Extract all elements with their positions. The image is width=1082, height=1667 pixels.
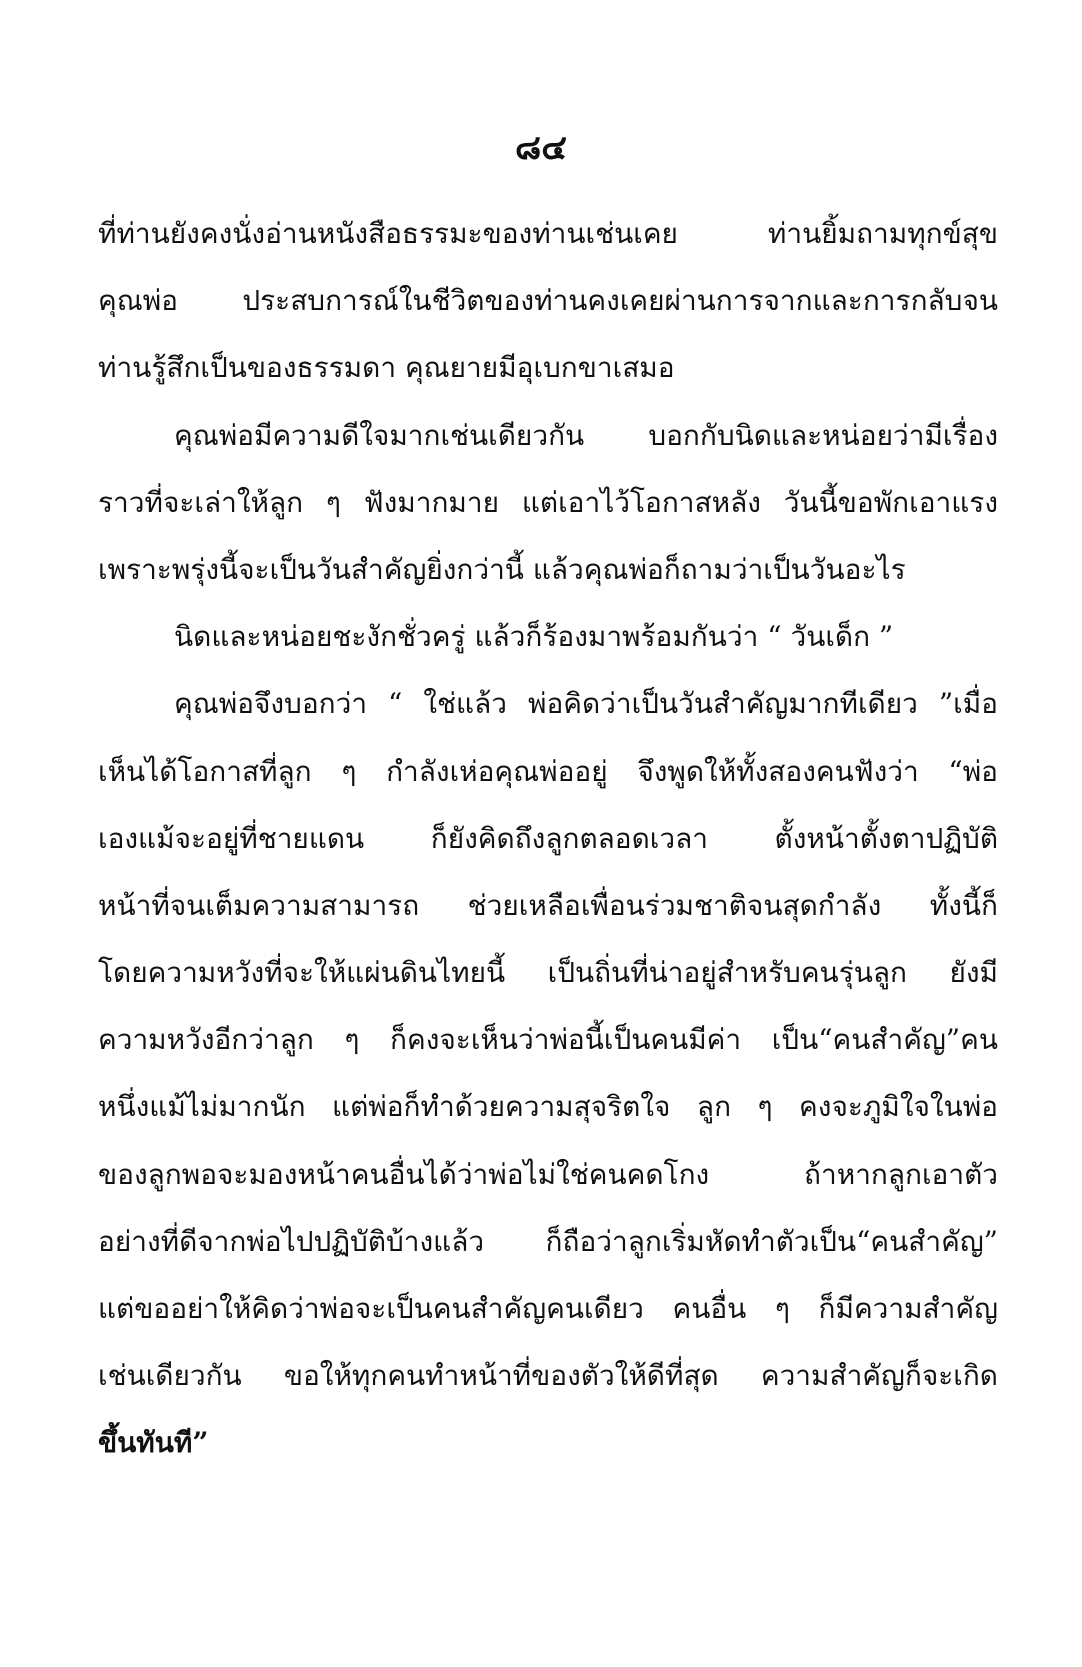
- text-line: ขึ้นทันที”: [98, 1426, 209, 1460]
- text-line: แต่ขออย่าให้คิดว่าพ่อจะเป็นคนสำคัญคนเดียว คนอื่น ๆ ก็มีความสำคัญ: [98, 1292, 998, 1325]
- text-line: ความหวังอีกว่าลูก ๆ ก็คงจะเห็นว่าพ่อนี้เป็นคนมีค่า เป็น“คนสำคัญ”คน: [98, 1023, 998, 1057]
- text-line: หน้าที่จนเต็มความสามารถ ช่วยเหลือเพื่อนร่วมชาติจนสุดกำลัง ทั้งนี้ก็: [98, 888, 998, 922]
- text-line: เองแม้จะอยู่ที่ชายแดน ก็ยังคิดถึงลูกตลอดเวลา ตั้งหน้าตั้งตาปฏิบัติ: [98, 821, 998, 855]
- text-line: คุณพ่อ ประสบการณ์ในชีวิตของท่านคงเคยผ่านการจากและการกลับจน: [98, 284, 998, 318]
- text-line: ท่านรู้สึกเป็นของธรรมดา คุณยายมีอุเบกขาเสมอ: [98, 351, 675, 385]
- text-line: เห็นได้โอกาสที่ลูก ๆ กำลังเห่อคุณพ่ออยู่ จึงพูดให้ทั้งสองคนฟังว่า “พ่อ: [98, 754, 998, 788]
- text-line: หนึ่งแม้ไม่มากนัก แต่พ่อก็ทำด้วยความสุจริตใจ ลูก ๆ คงจะภูมิใจในพ่อ: [98, 1090, 998, 1124]
- text-line: เพราะพรุ่งนี้จะเป็นวันสำคัญยิ่งกว่านี้ แล้วคุณพ่อก็ถามว่าเป็นวันอะไร: [98, 552, 906, 586]
- paragraph-first-line: คุณพ่อจึงบอกว่า “ ใช่แล้ว พ่อคิดว่าเป็นวันสำคัญมากทีเดียว ”เมื่อ: [174, 687, 998, 721]
- text-line: เช่นเดียวกัน ขอให้ทุกคนทำหน้าที่ของตัวให้ดีที่สุด ความสำคัญก็จะเกิด: [98, 1359, 998, 1393]
- text-line: ของลูกพอจะมองหน้าคนอื่นได้ว่าพ่อไม่ใช่คนคดโกง ถ้าหากลูกเอาตัว: [98, 1157, 998, 1191]
- page-number: ๘๔: [515, 128, 567, 168]
- text-line: ราวที่จะเล่าให้ลูก ๆ ฟังมากมาย แต่เอาไว้โอกาสหลัง วันนี้ขอพักเอาแรง: [98, 485, 998, 519]
- text-line: โดยความหวังที่จะให้แผ่นดินไทยนี้ เป็นถิ่นที่น่าอยู่สำหรับคนรุ่นลูก ยังมี: [98, 956, 998, 990]
- text-line: ที่ท่านยังคงนั่งอ่านหนังสือธรรมะของท่านเช่นเคย ท่านยิ้มถามทุกข์สุข: [98, 217, 998, 250]
- body-text: [98, 200, 998, 1477]
- paragraph-first-line: นิดและหน่อยชะงักชั่วครู่ แล้วก็ร้องมาพร้อมกันว่า “ วันเด็ก ”: [174, 620, 894, 654]
- paragraph-first-line: คุณพ่อมีความดีใจมากเช่นเดียวกัน บอกกับนิดและหน่อยว่ามีเรื่อง: [174, 418, 998, 452]
- text-line: อย่างที่ดีจากพ่อไปปฏิบัติบ้างแล้ว ก็ถือว่าลูกเริ่มหัดทำตัวเป็น“คนสำคัญ”: [98, 1224, 998, 1258]
